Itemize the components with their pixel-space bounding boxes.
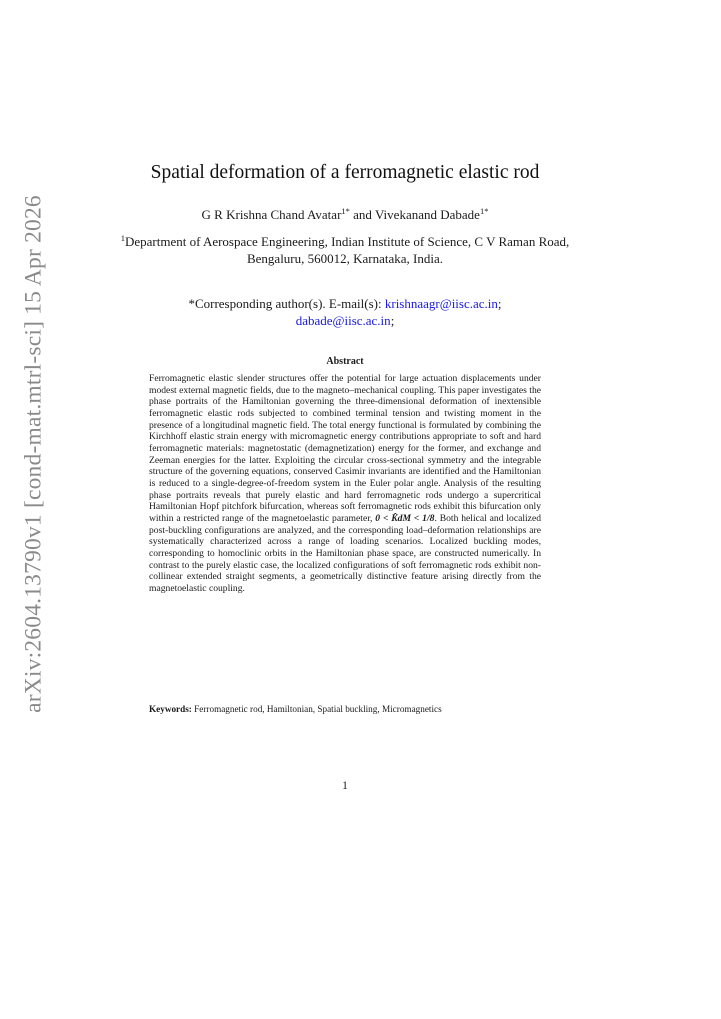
email-separator: ; xyxy=(497,296,502,311)
corresponding-prefix: *Corresponding author(s). E-mail(s): xyxy=(188,296,385,311)
email-link[interactable]: dabade@iisc.ac.in xyxy=(295,313,391,328)
paper-title: Spatial deformation of a ferromagnetic elastic rod xyxy=(150,162,540,183)
corresponding-authors xyxy=(120,295,570,329)
abstract-math-expression: 0 < K̂dM < 1/8 xyxy=(375,512,435,524)
keywords-label: Keywords: xyxy=(149,704,192,714)
page-number: 1 xyxy=(342,780,348,792)
abstract-text: Ferromagnetic elastic slender structures offer the potential for large actuation displacements under modest external magnetic fields, due to the magneto–mechanical coupling. This paper investigates the phase portraits of the Hamiltonian governing the three-dimensional deformation of inextensible ferromagnetic elastic rods subjected to combined terminal tension and twisting moment in the presence of a longitudinal magnetic field. The total energy functional is formulated by combining the Kirchhoff elastic strain energy with micromagnetic energy contributions appropriate to soft and hard ferromagnetic materials: magnetostatic (demagnetization) energy for the former, and exchange and Zeeman energies for the latter. Exploiting the circular cross-sectional symmetry and the integrable structure of the governing equations, conserved Casimir invariants are identified and the Hamiltonian is reduced to a single-degree-of-freedom system in the Euler polar angle. Analysis of the resulting phase portraits reveals that purely elastic and hard ferromagnetic rods undergo a supercritical Hamiltonian Hopf pitchfork bifurcation, whereas soft ferromagnetic rods exhibit this bifurcation only within a restricted range of the magnetoelastic parameter, xyxy=(149,373,541,524)
abstract-text: . Both helical and localized post-buckling configurations are analyzed, and the corresponding load–deformation relationships are systematically characterized across a range of loading scenarios. Localized buckling modes, corresponding to homoclinic orbits in the Hamiltonian phase space, are constructed numerically. In contrast to the purely elastic case, the localized configurations of soft ferromagnetic rods exhibit non-collinear extended straight segments, a geometrically distinctive feature arising directly from the magnetoelastic coupling. xyxy=(149,512,541,594)
affiliation-text: Department of Aerospace Engineering, Indian Institute of Science, C V Raman Road, Bengaluru, 560012, Karnataka, India. xyxy=(124,234,570,266)
keywords xyxy=(149,703,541,715)
arxiv-identifier-text: arXiv:2604.13790v1 [cond-mat.mtrl-sci] 15 Apr 2026 xyxy=(20,195,47,713)
email-link[interactable]: krishnaagr@iisc.ac.in xyxy=(384,296,498,311)
email-separator: ; xyxy=(390,313,395,328)
abstract-body xyxy=(149,373,541,594)
author-name: G R Krishna Chand Avatar xyxy=(201,207,342,222)
author-name: Vivekanand Dabade xyxy=(374,207,480,222)
author-conjunction: and xyxy=(349,207,375,222)
affiliation-mark: 1 xyxy=(120,233,125,243)
abstract-heading: Abstract xyxy=(326,356,364,367)
affiliation xyxy=(120,233,570,267)
author-affiliation-mark: 1* xyxy=(341,206,350,216)
author-list xyxy=(100,206,590,223)
keywords-text: Ferromagnetic rod, Hamiltonian, Spatial buckling, Micromagnetics xyxy=(191,704,442,714)
author-affiliation-mark: 1* xyxy=(479,206,489,216)
